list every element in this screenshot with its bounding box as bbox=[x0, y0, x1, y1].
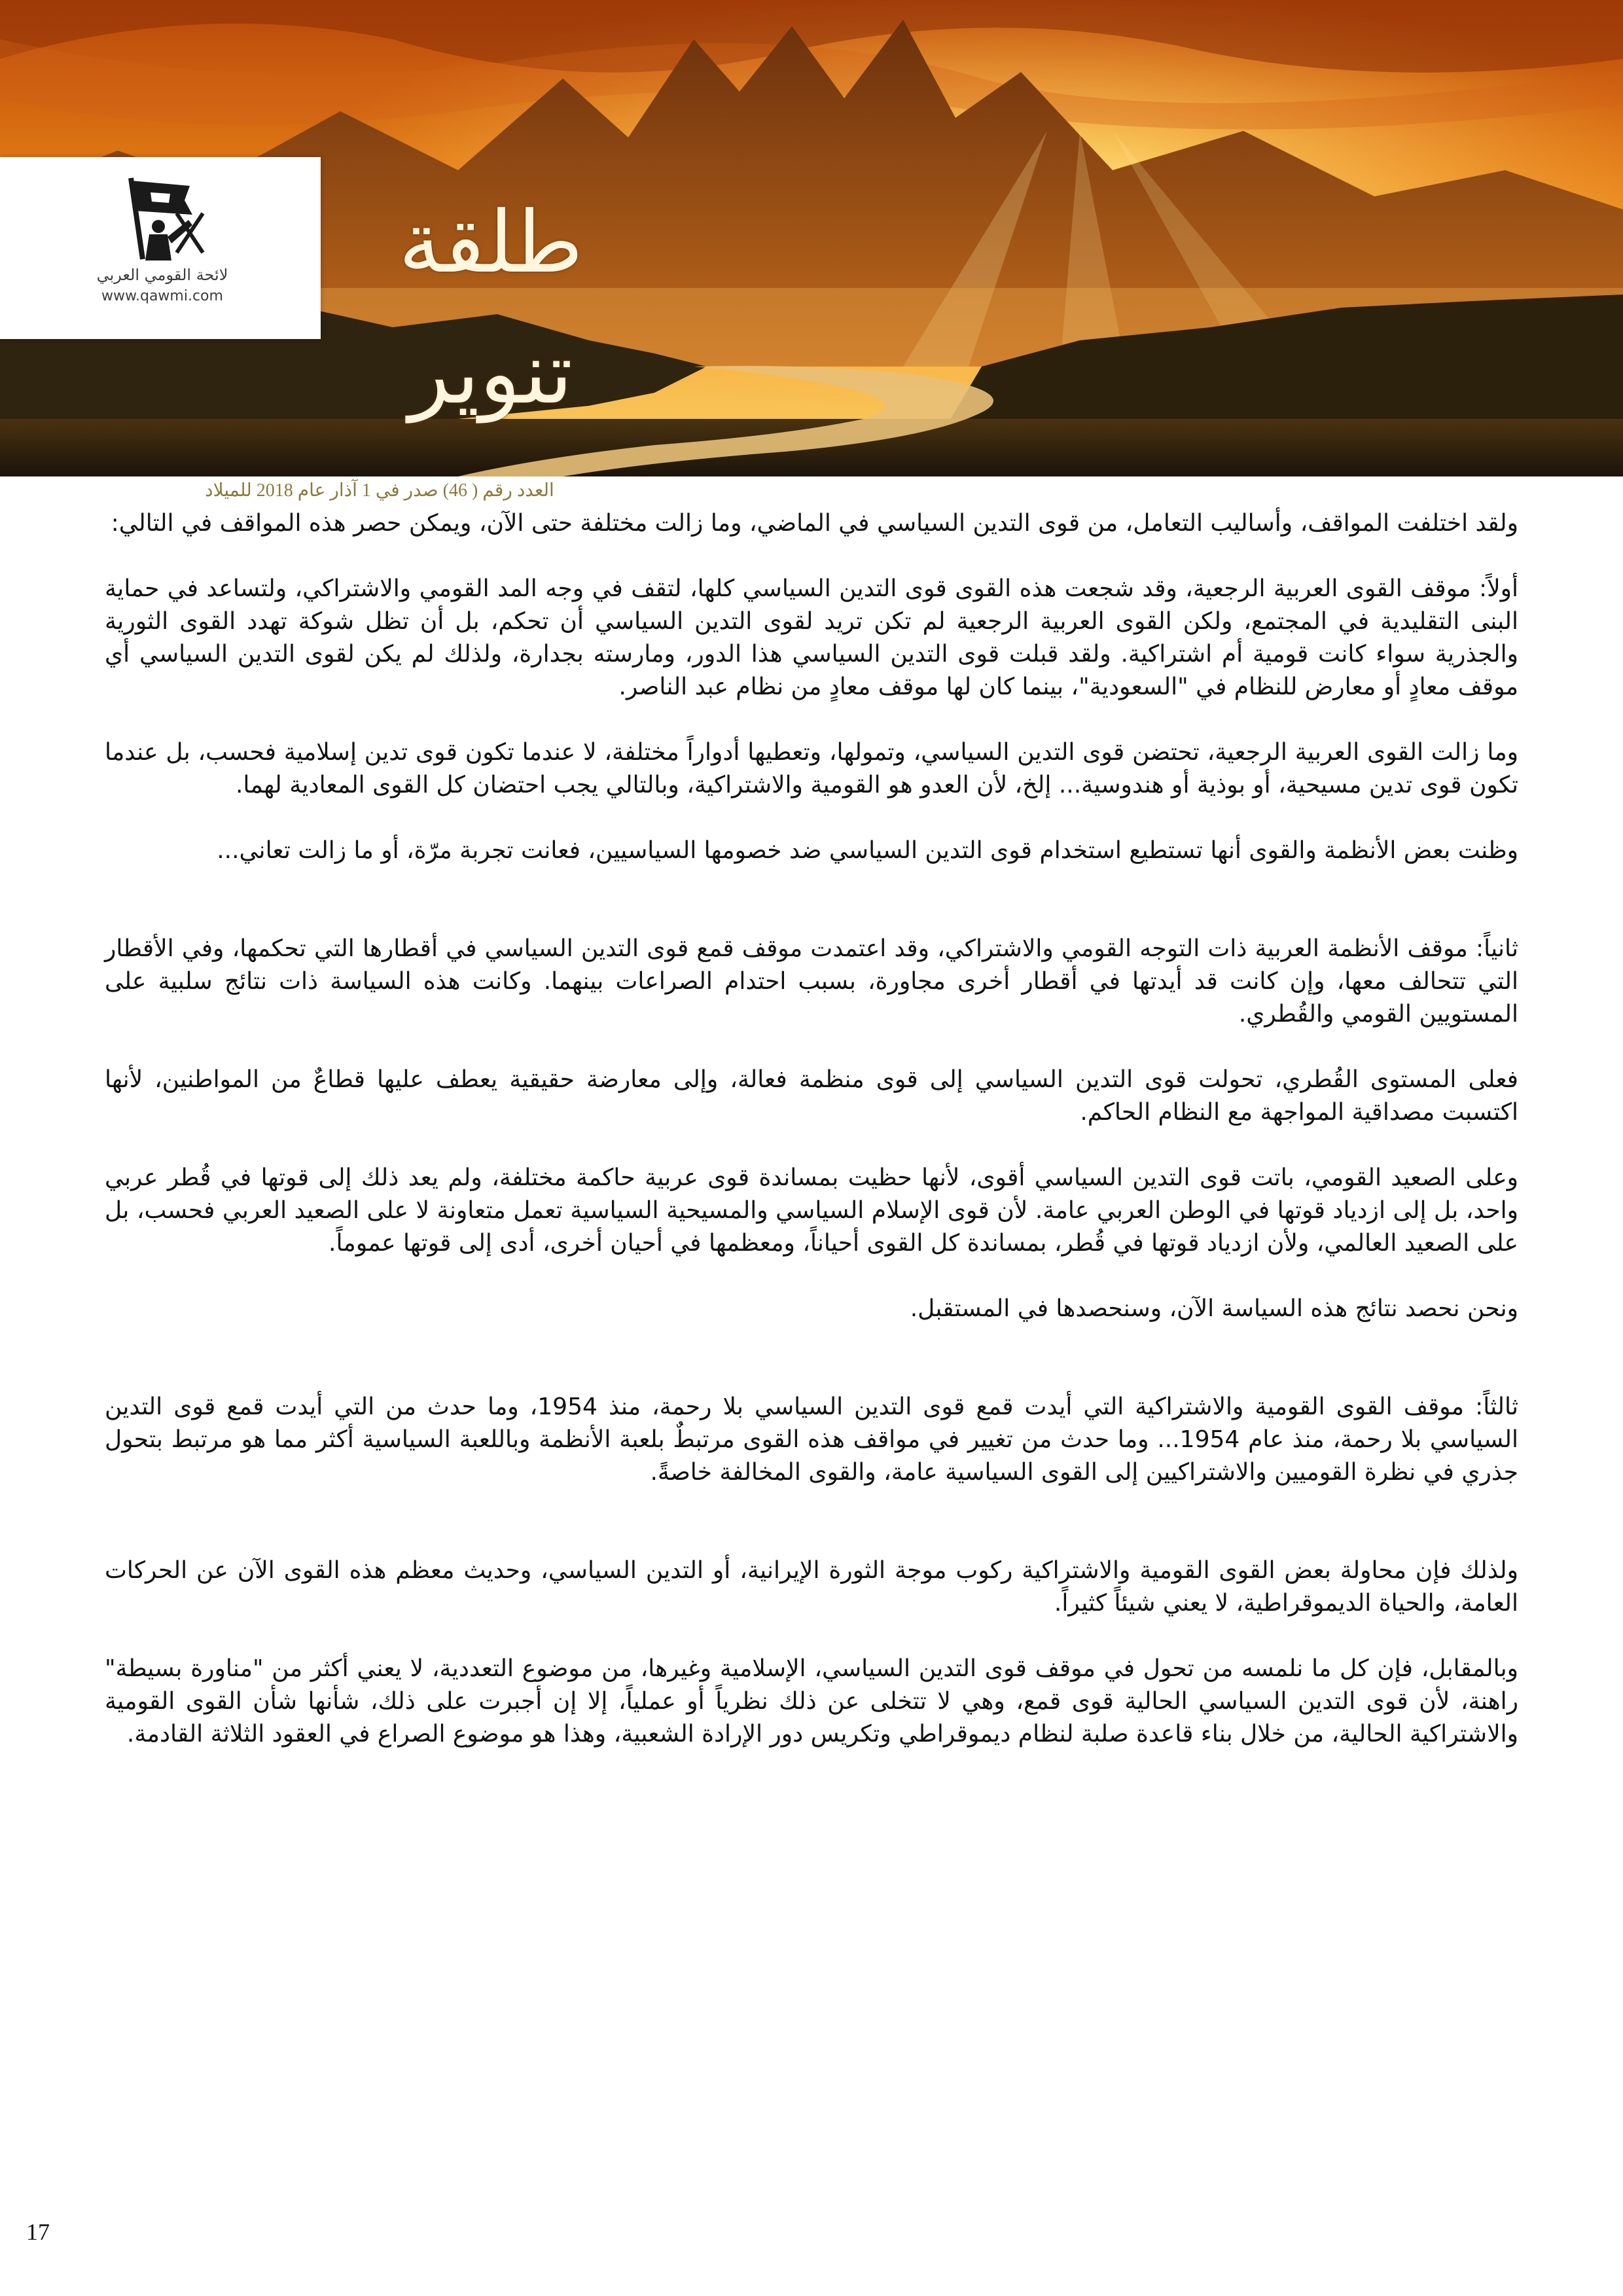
article-paragraph: ثانياً: موقف الأنظمة العربية ذات التوجه القومي والاشتراكي، وقد اعتمدت موقف قمع قوى التدين السياسي في أقطارها التي تحكمها، وفي الأقطار التي تتحالف معها، وإن كانت قد أيدتها في أقطار أخرى مجاورة، بسبب احتدام الصراعات بينهما. وكانت هذه السياسة ذات نتائج سلبية على المستويين القومي والقُطري. bbox=[105, 935, 1518, 1028]
article-paragraph: وظنت بعض الأنظمة والقوى أنها تستطيع استخدام قوى التدين السياسي ضد خصومها السياسيين، فعانت تجربة مرّة، أو ما زالت تعاني... bbox=[217, 837, 1518, 864]
organization-logo bbox=[0, 157, 321, 339]
article-paragraph: وعلى الصعيد القومي، باتت قوى التدين السياسي أقوى، لأنها حظيت بمساندة قوى عربية حاكمة مختلفة، ولم يعد ذلك إلى قوتها في قُطر عربي واحد، بل إلى ازدياد قوتها في الوطن العربي عامة. لأن قوى الإسلام السياسي والمسيحية السياسية تعمل متعاونة لا على الصعيد العربي فحسب، بل على الصعيد العالمي، ولأن ازدياد قوتها في قُطر، بمساندة كل القوى أحياناً، ومعظمها في أحيان أخرى، أدى إلى قوتها عموماً. bbox=[105, 1164, 1518, 1257]
newsletter-title: طلقة تنوير bbox=[399, 192, 583, 423]
article-paragraph: ولذلك فإن محاولة بعض القوى القومية والاشتراكية ركوب موجة الثورة الإيرانية، أو التدين السياسي، وحديث معظم هذه القوى الآن عن الحركات العامة، والحياة الديموقراطية، لا يعني شيئاً كثيراً. bbox=[105, 1557, 1518, 1617]
logo-name: لائحة القومي العربي bbox=[96, 266, 228, 284]
article-body bbox=[105, 507, 1518, 2209]
flag-bearer-icon bbox=[111, 174, 209, 266]
article-paragraph: ثالثاً: موقف القوى القومية والاشتراكية التي أيدت قمع قوى التدين السياسي بلا رحمة، منذ 1954، وما حدث من التي أيدت قمع قوى التدين السياسي بلا رحمة، منذ عام 1954... وما حدث من تغيير في مواقف هذه القوى مرتبطٌ بلعبة الأنظمة وباللعبة السياسية أكثر مما هو مرتبط بتحول جذري في نظرة القوميين والاشتراكيين إلى القوى السياسية عامة، والقوى المخالفة خاصةً. bbox=[105, 1393, 1519, 1486]
article-paragraph: فعلى المستوى القُطري، تحولت قوى التدين السياسي إلى قوى منظمة فعالة، وإلى معارضة حقيقية يعطف عليها قطاعٌ من المواطنين، لأنها اكتسبت مصداقية المواجهة مع النظام الحاكم. bbox=[105, 1066, 1518, 1126]
logo-url: www.qawmi.com bbox=[101, 288, 223, 304]
article-paragraph: وما زالت القوى العربية الرجعية، تحتضن قوى التدين السياسي، وتمولها، وتعطيها أدواراً مختلفة، لا عندما تكون قوى تدين إسلامية فحسب، بل عندما تكون قوى تدين مسيحية، أو بوذية أو هندوسية... إلخ، لأن العدو هو القومية والاشتراكية، وبالتالي يجب احتضان كل القوى المعادية لهما. bbox=[105, 739, 1518, 798]
article-paragraph: وبالمقابل، فإن كل ما نلمسه من تحول في موقف قوى التدين السياسي، الإسلامية وغيرها، من موضوع التعددية، لا يعني أكثر من "مناورة بسيطة" راهنة، لأن قوى التدين السياسي الحالية قوى قمع، وهي لا تتخلى عن ذلك نظرياً أو عملياً، إلا إن أجبرت على ذلك، شأنها شأن القوى القومية والاشتراكية الحالية، من خلال بناء قاعدة صلبة لنظام ديموقراطي وتكريس دور الإرادة الشعبية، وهذا هو موضوع الصراع في العقود الثلاثة القادمة. bbox=[105, 1655, 1518, 1748]
article-paragraph: ولقد اختلفت المواقف، وأساليب التعامل، من قوى التدين السياسي في الماضي، وما زالت مختلفة حتى الآن، ويمكن حصر هذه المواقف في التالي: bbox=[111, 510, 1518, 537]
article-paragraph: أولاً: موقف القوى العربية الرجعية، وقد شجعت هذه القوى قوى التدين السياسي كلها، لتقف في وجه المد القومي والاشتراكي، ولتساعد في حماية البنى التقليدية في المجتمع، ولكن القوى العربية الرجعية لم تكن تريد لقوى التدين السياسي أن تحكم، بل أن تظل شوكة تهدد القوى الثورية والجذرية سواء كانت قومية أم اشتراكية. ولقد قبلت قوى التدين السياسي هذا الدور، ومارسته بجدارة، ولذلك لم يكن لقوى التدين السياسي أي موقف معادٍ أو معارض للنظام في "السعودية"، بينما كان لها موقف معادٍ من نظام عبد الناصر. bbox=[105, 575, 1518, 700]
page-number: 17 bbox=[26, 2219, 50, 2245]
issue-line: العدد رقم ( 46) صدر في 1 آذار عام 2018 للميلاد bbox=[205, 480, 554, 501]
article-paragraph: ونحن نحصد نتائج هذه السياسة الآن، وسنحصدها في المستقبل. bbox=[910, 1295, 1518, 1322]
